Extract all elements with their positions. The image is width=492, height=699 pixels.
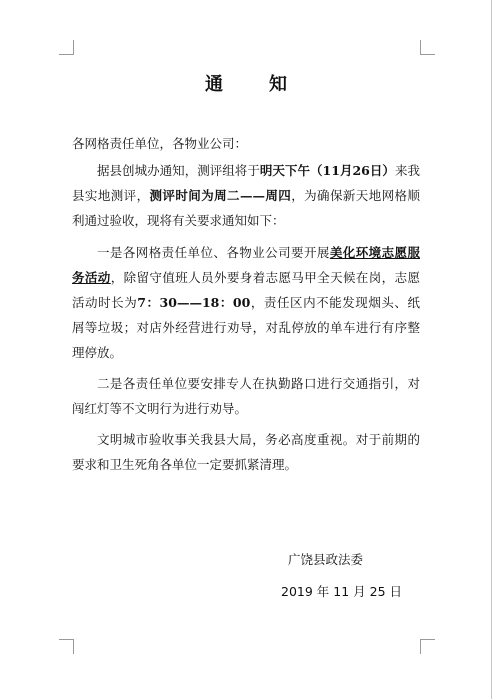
paragraph-requirement-1-bold-2: 7：30——18：00 — [137, 295, 251, 310]
margin-mark-bottom-right — [420, 639, 435, 654]
paragraph-intro-text-2: 来我县实地测评， — [72, 163, 420, 203]
paragraph-requirement-1-text-1: 一是各网格责任单位、各物业公司要开展 — [97, 245, 330, 260]
paragraph-requirement-1-text-2: ，除留守值班人员外要身着志愿马甲全天候在岗，志愿活动时长为 — [72, 270, 420, 310]
paragraph-requirement-1-text-3: ，责任区内不能发现烟头、纸屑等垃圾；对店外经营进行劝导，对乱停放的单车进行有序整理停放。 — [72, 295, 420, 360]
salutation: 各网格责任单位，各物业公司： — [72, 136, 248, 151]
paragraph-requirement-1 — [72, 240, 420, 365]
paragraph-intro-text-1: 据县创城办通知，测评组将于 — [97, 163, 260, 178]
margin-mark-top-left — [59, 40, 74, 55]
paragraph-intro — [72, 158, 420, 233]
margin-mark-bottom-left — [59, 639, 74, 654]
signature: 广饶县政法委 — [288, 552, 364, 567]
paragraph-closing: 文明城市验收事关我县大局，务必高度重视。对于前期的要求和卫生死角各单位一定要抓紧清理。 — [72, 432, 420, 472]
paragraph-requirement-1-bold-1: 美化环境志愿服务活动 — [72, 245, 420, 285]
paragraph-intro-text-3: ，为确保新天地网格顺利通过验收，现将有关要求通知如下： — [72, 188, 420, 228]
paragraph-intro-bold-1: 明天下午（11月26日） — [259, 163, 395, 178]
paragraph-requirement-2: 二是各责任单位要安排专人在执勤路口进行交通指引，对闯红灯等不文明行为进行劝导。 — [72, 376, 420, 416]
paragraph-intro-bold-2: 测评时间为周二——周四 — [149, 188, 292, 203]
notice-title: 通 知 — [205, 74, 301, 95]
issue-date: 2019 年 11 月 25 日 — [281, 584, 402, 599]
margin-mark-top-right — [420, 40, 435, 55]
